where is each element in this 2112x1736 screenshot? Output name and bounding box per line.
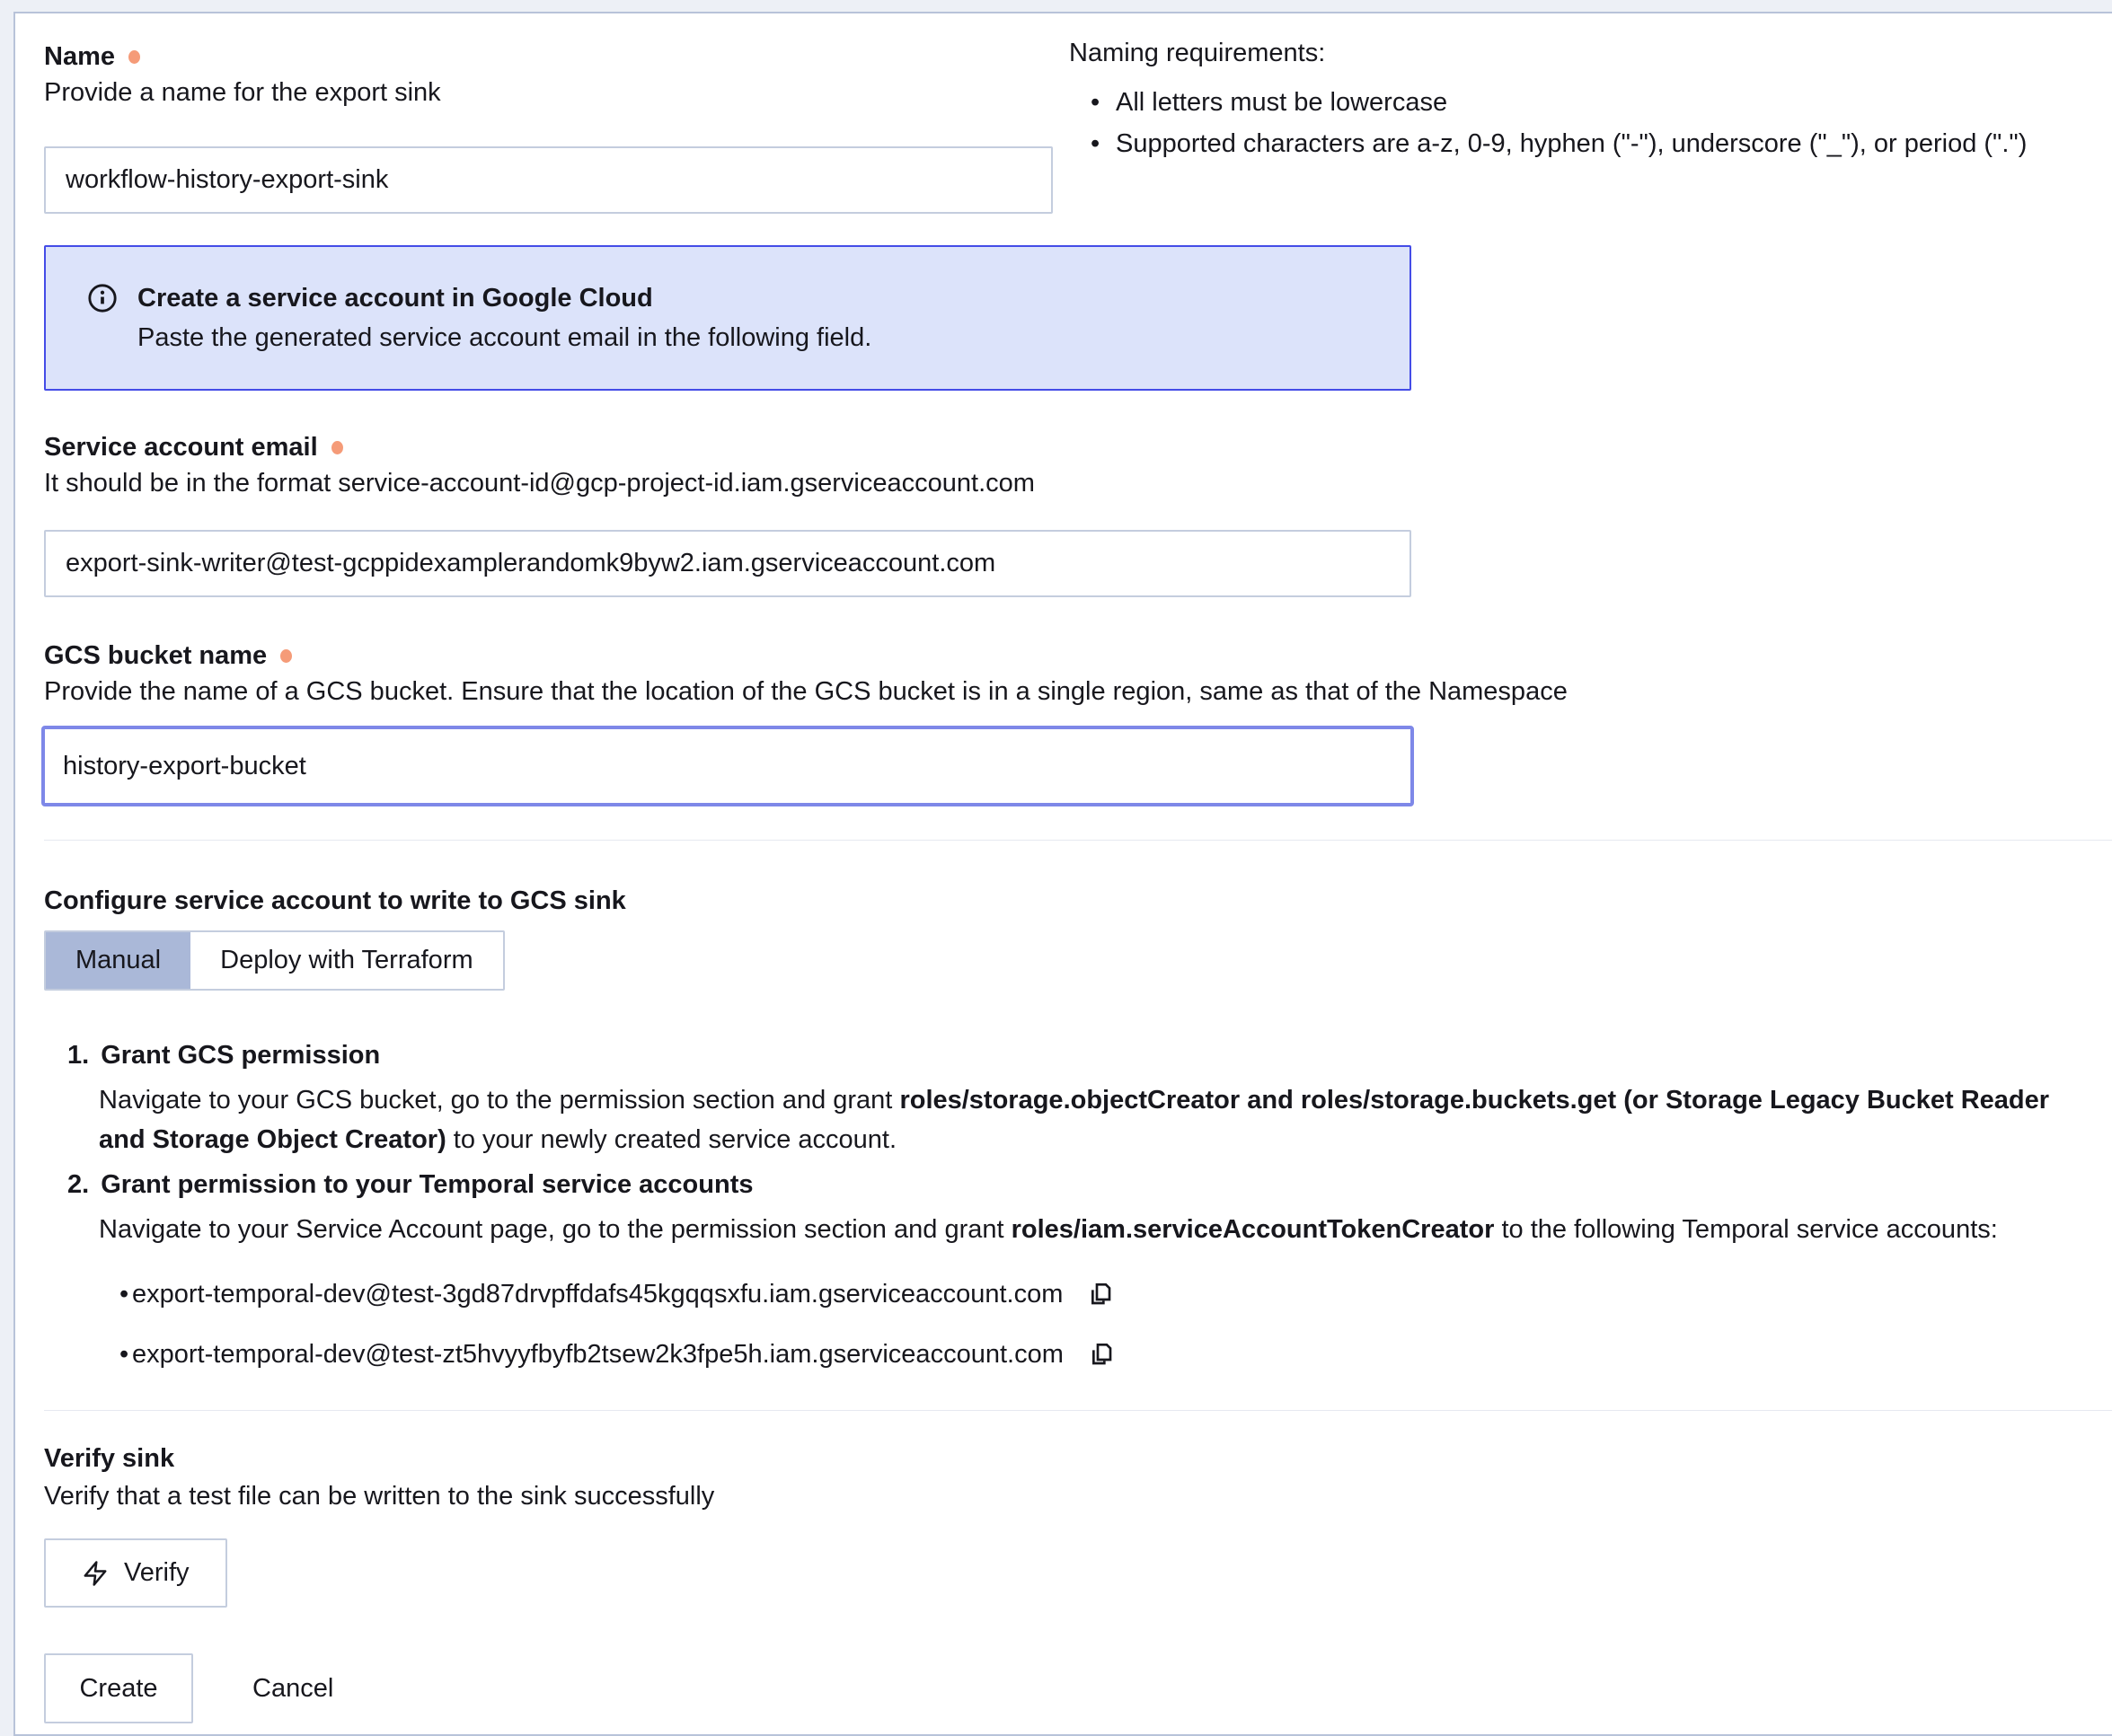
name-description: Provide a name for the export sink: [44, 78, 441, 107]
step-title: Grant permission to your Temporal service accounts: [101, 1170, 754, 1199]
naming-requirements-title: Naming requirements:: [1069, 39, 1326, 67]
step-text: Navigate to your Service Account page, go to the permission section and grant: [99, 1215, 1012, 1244]
step-text: Navigate to your GCS bucket, go to the permission section and grant: [99, 1086, 900, 1115]
copy-service-account-button[interactable]: [1087, 1340, 1116, 1369]
bucket-label-row: [44, 638, 2112, 674]
step-1-title-row: [67, 1035, 2112, 1075]
temporal-service-accounts-list: [44, 1274, 2112, 1374]
step-number: 2.: [67, 1170, 90, 1199]
configure-section-title: Configure service account to write to GCS sink: [44, 886, 626, 915]
service-account-item: [119, 1274, 2112, 1314]
step-1-description: [99, 1080, 2057, 1159]
info-icon: [87, 283, 118, 313]
bucket-name-input[interactable]: [41, 726, 1414, 806]
naming-requirements: [1069, 33, 2102, 164]
step-title: Grant GCS permission: [101, 1041, 381, 1070]
naming-requirement-item: • All letters must be lowercase: [1069, 82, 2102, 123]
manual-steps: [44, 1035, 2112, 1374]
section-divider: [44, 1410, 2112, 1411]
create-button[interactable]: Create: [44, 1653, 193, 1723]
service-account-label-row: [44, 429, 2112, 465]
verify-sink-title: Verify sink: [44, 1444, 175, 1473]
copy-icon: [1086, 1280, 1115, 1309]
bucket-label: GCS bucket name: [44, 641, 268, 670]
required-dot-icon: [280, 649, 292, 663]
service-account-email: • export-temporal-dev@test-zt5hvyyfbyfb2tsew2k3fpe5h.iam.gserviceaccount.com: [132, 1340, 1064, 1369]
name-input[interactable]: [44, 146, 1053, 214]
info-banner-description: Paste the generated service account email in the following field.: [137, 323, 872, 352]
form-actions: [44, 1653, 2112, 1723]
service-account-item: [119, 1335, 2112, 1374]
configure-tabs: [44, 930, 505, 991]
service-account-description: It should be in the format service-account-id@gcp-project-id.iam.gserviceaccount.com: [44, 469, 1035, 498]
lightning-icon: [82, 1560, 109, 1587]
tab-manual[interactable]: Manual: [46, 932, 190, 989]
info-banner: [44, 245, 1411, 391]
naming-requirements-list: [1069, 82, 2102, 164]
service-account-email: • export-temporal-dev@test-3gd87drvpffdafs45kgqqsxfu.iam.gserviceaccount.com: [132, 1280, 1064, 1309]
verify-sink-description: Verify that a test file can be written to the sink successfully: [44, 1482, 715, 1511]
name-label: Name: [44, 42, 115, 71]
naming-requirement-item: • Supported characters are a-z, 0-9, hyphen ("-"), underscore ("_"), or period ("."): [1069, 123, 2102, 164]
service-account-label: Service account email: [44, 433, 318, 462]
required-dot-icon: [128, 50, 140, 64]
section-divider: [44, 840, 2112, 841]
step-text: to the following Temporal service accounts:: [1494, 1215, 1998, 1244]
verify-button-label: Verify: [124, 1558, 190, 1587]
copy-icon: [1087, 1340, 1116, 1369]
copy-service-account-button[interactable]: [1086, 1280, 1115, 1309]
service-account-email-input[interactable]: [44, 530, 1411, 597]
tab-deploy-with-terraform[interactable]: Deploy with Terraform: [190, 932, 503, 989]
export-sink-form-panel: [13, 12, 2112, 1736]
cancel-button[interactable]: Cancel: [252, 1673, 334, 1703]
step-number: 1.: [67, 1041, 90, 1070]
step-2-description: [99, 1210, 2057, 1249]
info-banner-title: Create a service account in Google Cloud: [137, 284, 653, 313]
step-text-bold: roles/iam.serviceAccountTokenCreator: [1011, 1215, 1495, 1244]
bucket-description: Provide the name of a GCS bucket. Ensure that the location of the GCS bucket is in a single region, same as that of the Namespace: [44, 677, 1568, 706]
step-2-title-row: [67, 1165, 2112, 1204]
verify-button[interactable]: [44, 1538, 227, 1608]
step-text: to your newly created service account.: [446, 1125, 897, 1154]
required-dot-icon: [331, 441, 343, 454]
step-text-bold: roles/storage.objectCreator and roles/storage.buckets.get (or Storage Legacy Bucket Reader and Storage Object Creator): [99, 1086, 2050, 1154]
